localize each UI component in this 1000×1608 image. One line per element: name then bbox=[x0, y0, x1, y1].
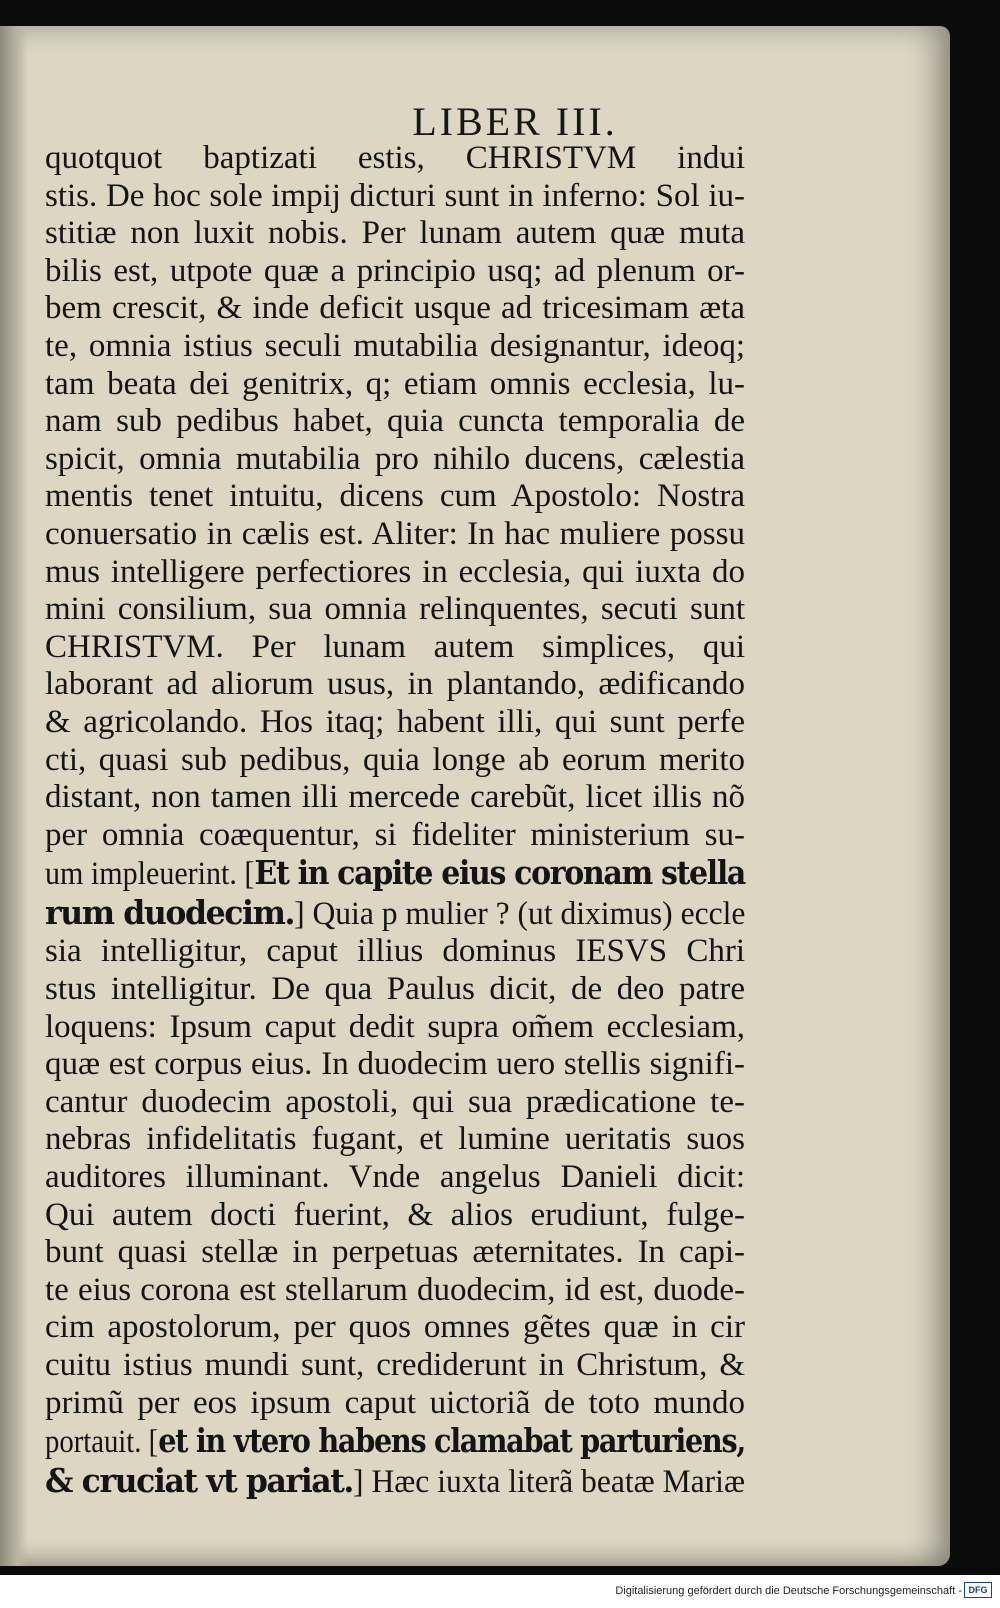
text-line: mus intelligere perfectiores in ecclesia, qui iuxta do bbox=[45, 553, 745, 590]
blackletter-lemma: & cruciat vt pariat. bbox=[45, 1460, 353, 1500]
body-text bbox=[45, 140, 745, 1501]
text-line: quotquot baptizati estis, CHRISTVM indui bbox=[45, 140, 745, 176]
text-line: stitiæ non luxit nobis. Per lunam autem quæ muta bbox=[45, 215, 745, 252]
text-line: nebras infidelitatis fugant, et lumine ueritatis suos bbox=[45, 1121, 745, 1158]
text-line: cim apostolorum, per quos omnes gẽtes quæ in cir bbox=[45, 1309, 745, 1346]
text-line: cti, quasi sub pedibus, quia longe ab eorum merito bbox=[45, 741, 745, 778]
text-line: distant, non tamen illi mercede carebũt, licet illis nõ bbox=[45, 779, 745, 816]
text-line: stus intelligitur. De qua Paulus dicit, de deo patre bbox=[45, 971, 745, 1008]
text-line-mixed bbox=[45, 1462, 745, 1502]
blackletter-lemma: rum duodecim. bbox=[45, 892, 295, 932]
text-segment: ] Hæc iuxta literã beatæ Mariæ bbox=[352, 1463, 745, 1500]
text-line: Qui autem docti fuerint, & alios erudiunt, fulge- bbox=[45, 1196, 745, 1233]
running-header: LIBER III. bbox=[412, 99, 618, 144]
text-line: mini consilium, sua omnia relinquentes, secuti sunt bbox=[45, 591, 745, 628]
text-line: per omnia coæquentur, si fideliter ministerium su- bbox=[45, 816, 745, 853]
text-line: stis. De hoc sole impij dicturi sunt in inferno: Sol iu- bbox=[45, 177, 745, 214]
text-segment: ] Quia p mulier ? (ut diximus) eccle bbox=[294, 895, 746, 932]
text-segment: um impleuerint. [ bbox=[45, 856, 255, 893]
dfg-logo: DFG bbox=[964, 1582, 992, 1598]
text-line: primũ per eos ipsum caput uictoriã de toto mundo bbox=[45, 1384, 745, 1421]
text-line: cuitu istius mundi sunt, crediderunt in Christum, & bbox=[45, 1347, 745, 1383]
text-line-mixed bbox=[45, 894, 745, 934]
text-line: cantur duodecim apostoli, qui sua prædicatione te- bbox=[45, 1083, 745, 1120]
text-line-mixed bbox=[45, 1422, 745, 1462]
text-line: quæ est corpus eius. In duodecim uero stellis signifi- bbox=[45, 1046, 745, 1083]
funding-credit: Digitalisierung gefördert durch die Deutsche Forschungsgemeinschaft - bbox=[615, 1585, 962, 1597]
text-line: spicit, omnia mutabilia pro nihilo ducens, cælestia bbox=[45, 440, 745, 477]
text-line: te eius corona est stellarum duodecim, id est, duode- bbox=[45, 1271, 745, 1308]
text-segment: portauit. [ bbox=[45, 1424, 159, 1461]
text-line: bunt quasi stellæ in perpetuas æternitates. In capi- bbox=[45, 1234, 745, 1271]
text-line: tam beata dei genitrix, q; etiam omnis ecclesia, lu- bbox=[45, 365, 745, 402]
text-line: conuersatio in cælis est. Aliter: In hac muliere possu bbox=[45, 515, 745, 552]
text-line: mentis tenet intuitu, dicens cum Apostolo: Nostra bbox=[45, 478, 745, 515]
text-line: bilis est, utpote quæ a principio usq; ad plenum or- bbox=[45, 252, 745, 289]
text-line: & agricolando. Hos itaq; habent illi, qui sunt perfe bbox=[45, 703, 745, 740]
text-line: sia intelligitur, caput illius dominus IESVS Chri bbox=[45, 933, 745, 970]
text-line: bem crescit, & inde deficit usque ad tricesimam æta bbox=[45, 290, 745, 327]
blackletter-lemma: et in vtero habens clamabat parturiens, bbox=[158, 1421, 746, 1461]
page-gutter bbox=[0, 26, 28, 1566]
text-line: auditores illuminant. Vnde angelus Danieli dicit: bbox=[45, 1159, 745, 1196]
text-line-mixed bbox=[45, 854, 745, 894]
text-line: nam sub pedibus habet, quia cuncta temporalia de bbox=[45, 403, 745, 440]
text-line: te, omnia istius seculi mutabilia designantur, ideoq; bbox=[45, 327, 745, 364]
blackletter-lemma: Et in capite eius coronam stella bbox=[254, 853, 745, 893]
text-line: laborant ad aliorum usus, in plantando, ædificando bbox=[45, 666, 745, 703]
text-line: loquens: Ipsum caput dedit supra om̃em ecclesiam, bbox=[45, 1008, 745, 1045]
text-line: CHRISTVM. Per lunam autem simplices, qui bbox=[45, 628, 745, 665]
